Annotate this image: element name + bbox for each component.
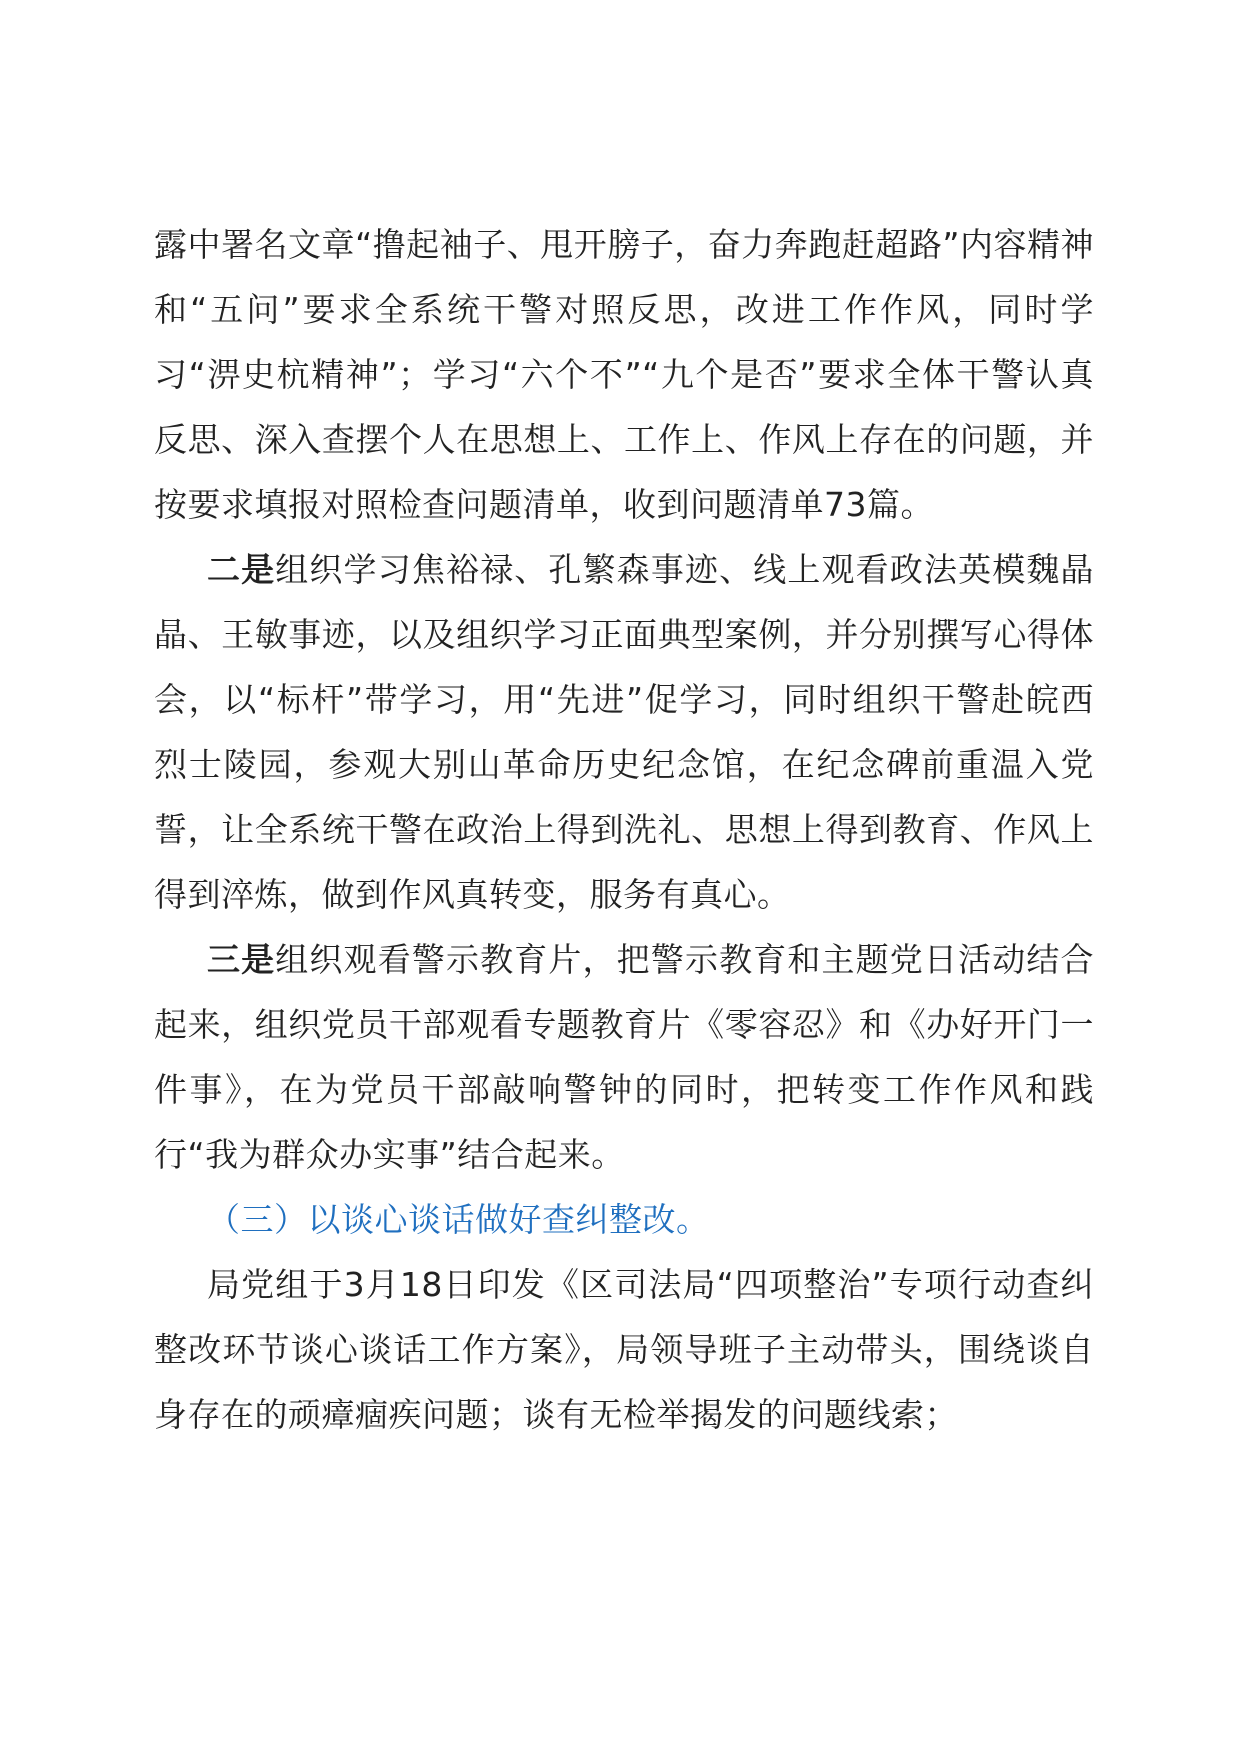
paragraph-1	[154, 212, 1094, 537]
paragraph-2-text: 组织学习焦裕禄、孔繁森事迹、线上观看政法英模魏晶晶、王敏事迹，以及组织学习正面典型案例，并分别撰写心得体会，以“标杆”带学习，用“先进”促学习，同时组织干警赴皖西烈士陵园，参观大别山革命历史纪念馆，在纪念碑前重温入党誓，让全系统干警在政治上得到洗礼、思想上得到教育、作风上得到淬炼，做到作风真转变，服务有真心。	[154, 550, 1095, 914]
paragraph-4	[154, 1252, 1094, 1447]
paragraph-3-text: 组织观看警示教育片，把警示教育和主题党日活动结合起来，组织党员干部观看专题教育片《零容忍》和《办好开门一件事》，在为党员干部敲响警钟的同时，把转变工作作风和践行“我为群众办实事”结合起来。	[154, 940, 1095, 1174]
paragraph-3-lead: 三是	[207, 940, 276, 979]
paragraph-1-text: 露中署名文章“撸起袖子、甩开膀子，奋力奔跑赶超路”内容精神和“五问”要求全系统干警对照反思，改进工作作风，同时学习“淠史杭精神”；学习“六个不”“九个是否”要求全体干警认真反思、深入查摆个人在思想上、工作上、作风上存在的问题，并按要求填报对照检查问题清单，收到问题清单73篇。	[154, 225, 1094, 524]
paragraph-3	[154, 927, 1094, 1187]
paragraph-2-lead: 二是	[207, 550, 276, 589]
paragraph-4-text: 局党组于3月18日印发《区司法局“四项整治”专项行动查纠整改环节谈心谈话工作方案》，局领导班子主动带头，围绕谈自身存在的顽瘴痼疾问题；谈有无检举揭发的问题线索；	[154, 1265, 1094, 1434]
section-heading: （三）以谈心谈话做好查纠整改。	[207, 1200, 710, 1239]
document-page	[154, 212, 1094, 1447]
paragraph-2	[154, 537, 1094, 927]
